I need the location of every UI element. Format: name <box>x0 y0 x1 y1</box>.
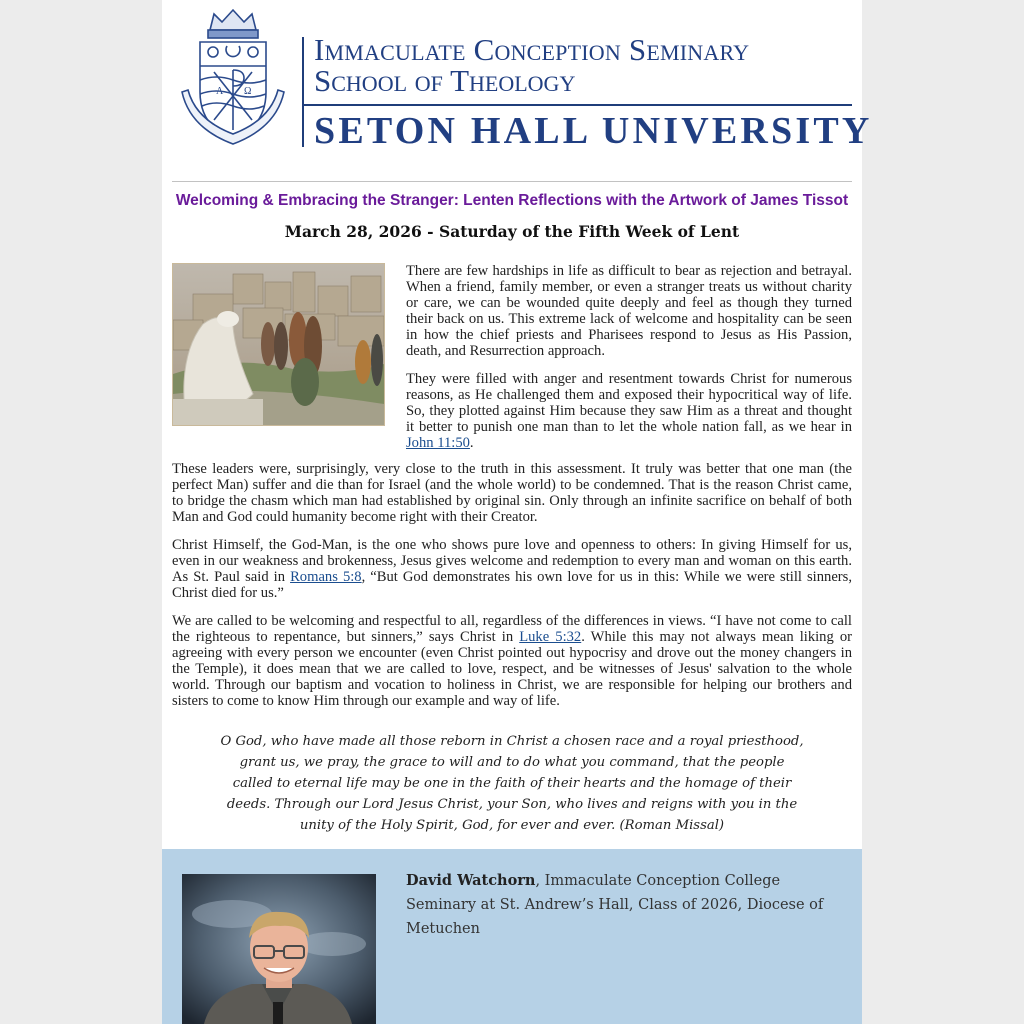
tissot-artwork-image <box>172 263 385 426</box>
svg-text:A: A <box>216 86 224 97</box>
paragraph-4 <box>172 537 852 601</box>
logo-line-seminary: Immaculate Conception Seminary <box>314 32 750 67</box>
portrait-illustration <box>182 874 376 1024</box>
header-logo <box>172 0 873 180</box>
artwork-illustration <box>173 264 384 425</box>
paragraph-5 <box>172 613 852 709</box>
link-romans-5-8[interactable]: Romans 5:8 <box>290 569 362 585</box>
closing-prayer: O God, who have made all those reborn in Christ a chosen race and a royal priesthood, grant us, we pray, the grace to will and to do what you command, that the people called to eternal life may be one in the faith of their hearts and the homage of their deeds. Through our Lord Jesus Christ, your Son, who lives and reigns with you in the unity of the Holy Spirit, God, for ever and ever. (Roman Missal) <box>220 734 804 833</box>
paragraph-4-text: Christ Himself, the God-Man, is the one who shows pure love and openness to others: In giving Himself for us, even in our weakness and brokenness, Jesus gives welcome and redemption to every man and woman on this earth. As St. Paul said in <box>172 537 852 585</box>
link-john-11-50[interactable]: John 11:50 <box>406 435 470 451</box>
author-name: David Watchorn <box>406 872 536 889</box>
author-bio-section <box>162 849 862 1024</box>
seminary-crest-icon <box>180 8 286 148</box>
logo-horizontal-divider <box>302 104 852 106</box>
header-divider <box>172 181 852 182</box>
paragraph-2 <box>406 371 852 451</box>
paragraph-2-text: They were filled with anger and resentment towards Christ for numerous reasons, as He challenged them and exposed their hypocritical way of life. So, they plotted against Him because they saw Him as a threat and thought it better to punish one man than to let the whole nation fall, as we hear in <box>406 371 852 435</box>
logo-line-university: SETON HALL UNIVERSITY <box>314 110 873 152</box>
paragraph-4-end: , “But God demonstrates his own love for us in this: While we were still sinners, Christ died for us.” <box>172 569 852 601</box>
svg-text:Ω: Ω <box>244 86 252 97</box>
author-affiliation: , Immaculate Conception College Seminary at St. Andrew’s Hall, Class of 2026, Diocese of Metuchen <box>406 873 824 937</box>
link-luke-5-32[interactable]: Luke 5:32 <box>519 629 582 645</box>
paragraph-5-text: We are called to be welcoming and respectful to all, regardless of the differences in views. “I have not come to call the righteous to repentance, but sinners,” says Christ in <box>172 613 852 645</box>
author-credit <box>406 869 826 941</box>
paragraph-3: These leaders were, surprisingly, very close to the truth in this assessment. It truly was better that one man (the perfect Man) suffer and die than for Israel (and the whole world) to be condemned. That is the reason Christ came, to bridge the chasm which man had established by original sin. Only through an infinite sacrifice on behalf of both Man and God could humanity become right with their Creator. <box>172 461 852 525</box>
author-portrait <box>182 874 376 1024</box>
newsletter-page <box>162 0 873 1024</box>
paragraph-5-end: . While this may not always mean liking or agreeing with every person we encounter (even Christ pointed out hypocrisy and drove out the money changers in the Temple), it does mean that we are called to love, respect, and be witnesses of Jesus' salvation to the whole world. Through our baptism and vocation to holiness in Christ, we are responsible for helping our brothers and sisters to come to know Him through our example and way of life. <box>172 629 852 709</box>
logo-line-school: School of Theology <box>314 63 576 98</box>
date-title: March 28, 2026 - Saturday of the Fifth Week of Lent <box>284 222 740 241</box>
logo-vertical-divider <box>302 37 304 147</box>
series-title: Welcoming & Embracing the Stranger: Lenten Reflections with the Artwork of James Tissot <box>175 192 849 209</box>
paragraph-2-end: . <box>469 435 474 451</box>
paragraph-1: There are few hardships in life as difficult to bear as rejection and betrayal. When a friend, family member, or even a stranger treats us without charity or care, we can be wounded quite deeply and feel as though they turned their back on us. This extreme lack of welcome and hospitality can be seen in how the chief priests and Pharisees respond to Jesus as His Passion, death, and Resurrection approach. <box>406 263 852 359</box>
